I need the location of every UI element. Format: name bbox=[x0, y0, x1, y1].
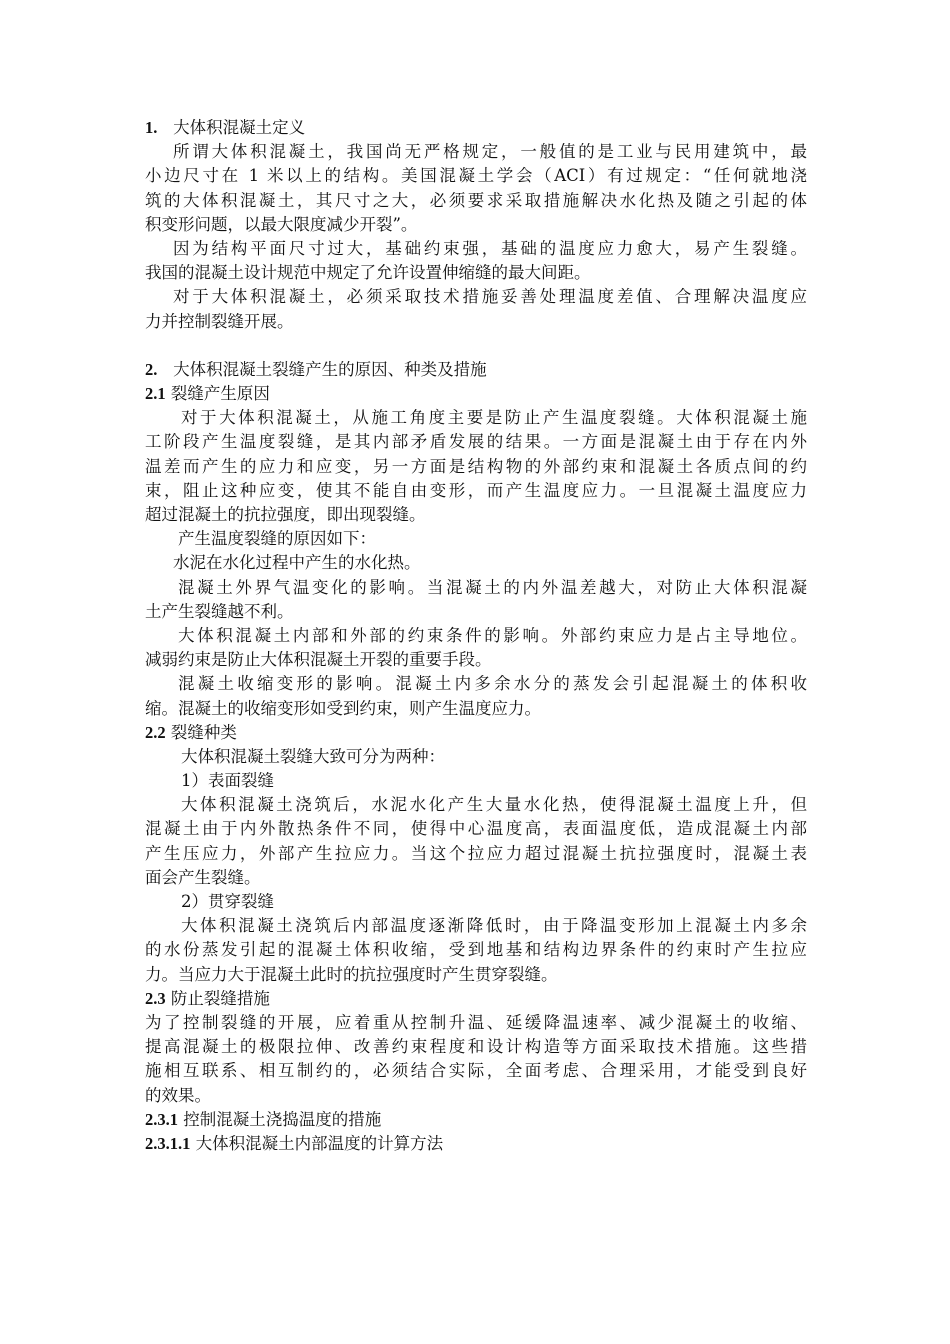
paragraph-line: 混凝土外界气温变化的影响。当混凝土的内外温差越大，对防止大体积混凝 bbox=[178, 577, 807, 597]
subsection-2-3-heading bbox=[145, 987, 807, 1011]
paragraph-line: 的效果。 bbox=[145, 1085, 211, 1105]
list-item-title: 1）表面裂缝 bbox=[181, 771, 274, 791]
paragraph-line: 土产生裂缝越不利。 bbox=[145, 601, 294, 621]
paragraph-line: 小边尺寸在 1 米以上的结构。美国混凝土学会（ACI）有过规定：“任何就地浇 bbox=[145, 166, 807, 186]
paragraph-line: 大体积混凝土浇筑后，水泥水化产生大量水化热，使得混凝土温度上升，但 bbox=[181, 795, 807, 815]
subsection-2-3-1-heading bbox=[145, 1108, 807, 1132]
section-number: 2.1 bbox=[145, 384, 166, 404]
paragraph-line: 对于大体积混凝土，从施工角度主要是防止产生温度裂缝。大体积混凝土施 bbox=[181, 408, 807, 428]
paragraph-line: 筑的大体积混凝土，其尺寸之大，必须要求采取措施解决水化热及随之引起的体 bbox=[145, 190, 807, 210]
section-number: 1. bbox=[145, 118, 158, 137]
section-2-heading bbox=[145, 358, 807, 382]
paragraph-line: 为了控制裂缝的开展，应着重从控制升温、延缓降温速率、减少混凝土的收缩、 bbox=[145, 1012, 807, 1032]
paragraph-line: 所谓大体积混凝土，我国尚无严格规定，一般值的是工业与民用建筑中，最 bbox=[173, 142, 807, 162]
section-title: 大体积混凝土定义 bbox=[173, 118, 306, 137]
paragraph-line: 面会产生裂缝。 bbox=[145, 867, 261, 887]
section-spacer bbox=[145, 334, 807, 358]
paragraph-line: 超过混凝土的抗拉强度，即出现裂缝。 bbox=[145, 505, 426, 524]
paragraph-line: 对于大体积混凝土，必须采取技术措施妥善处理温度差值、合理解决温度应 bbox=[173, 287, 807, 307]
section-title: 防止裂缝措施 bbox=[170, 988, 270, 1008]
subsection-2-2-heading bbox=[145, 721, 807, 745]
paragraph-line: 混凝土由于内外散热条件不同，使得中心温度高，表面温度低，造成混凝土内部 bbox=[145, 819, 807, 839]
paragraph-line: 产生温度裂缝的原因如下： bbox=[178, 529, 376, 549]
section-number: 2.3.1 bbox=[145, 1109, 178, 1129]
document-body bbox=[145, 116, 807, 1156]
paragraph-line: 的水份蒸发引起的混凝土体积收缩，受到地基和结构边界条件的约束时产生拉应 bbox=[145, 940, 807, 960]
paragraph-line: 产生压应力，外部产生拉应力。当这个拉应力超过混凝土抗拉强度时，混凝土表 bbox=[145, 843, 807, 863]
section-title: 大体积混凝土内部温度的计算方法 bbox=[195, 1133, 444, 1153]
paragraph-line: 大体积混凝土浇筑后内部温度逐渐降低时，由于降温变形加上混凝土内多余 bbox=[181, 916, 807, 936]
paragraph-line: 因为结构平面尺寸过大，基础约束强，基础的温度应力愈大，易产生裂缝。 bbox=[173, 238, 807, 258]
subsection-2-1-heading bbox=[145, 382, 807, 406]
section-title: 大体积混凝土裂缝产生的原因、种类及措施 bbox=[173, 359, 487, 379]
section-number: 2.3 bbox=[145, 988, 166, 1008]
paragraph-line: 减弱约束是防止大体积混凝土开裂的重要手段。 bbox=[145, 650, 492, 670]
paragraph-line: 我国的混凝土设计规范中规定了允许设置伸缩缝的最大间距。 bbox=[145, 263, 591, 283]
section-number: 2.3.1.1 bbox=[145, 1133, 191, 1153]
paragraph-line: 力。当应力大于混凝土此时的抗拉强度时产生贯穿裂缝。 bbox=[145, 964, 558, 984]
section-title: 控制混凝土浇捣温度的措施 bbox=[183, 1109, 382, 1129]
section-1-heading bbox=[145, 116, 807, 140]
paragraph-line: 大体积混凝土裂缝大致可分为两种： bbox=[181, 746, 445, 766]
paragraph-line: 大体积混凝土内部和外部的约束条件的影响。外部约束应力是占主导地位。 bbox=[178, 625, 807, 645]
paragraph-line: 工阶段产生温度裂缝，是其内部矛盾发展的结果。一方面是混凝土由于存在内外 bbox=[145, 432, 807, 452]
section-title: 裂缝产生原因 bbox=[170, 384, 270, 404]
paragraph-line: 缩。混凝土的收缩变形如受到约束，则产生温度应力。 bbox=[145, 698, 541, 718]
section-title: 裂缝种类 bbox=[170, 722, 237, 742]
paragraph-line: 束，阻止这种应变，使其不能自由变形，而产生温度应力。一旦混凝土温度应力 bbox=[145, 480, 807, 500]
paragraph-line: 温差而产生的应力和应变，另一方面是结构物的外部约束和混凝土各质点间的约 bbox=[145, 456, 807, 476]
list-item-title: 2）贯穿裂缝 bbox=[181, 892, 274, 911]
paragraph-line: 积变形问题，以最大限度减少开裂”。 bbox=[145, 214, 418, 234]
paragraph-line: 混凝土收缩变形的影响。混凝土内多余水分的蒸发会引起混凝土的体积收 bbox=[178, 674, 807, 694]
section-number: 2.2 bbox=[145, 722, 166, 742]
paragraph-line: 施相互联系、相互制约的，必须结合实际，全面考虑、合理采用，才能受到良好 bbox=[145, 1061, 807, 1081]
section-number: 2. bbox=[145, 359, 158, 379]
paragraph-line: 水泥在水化过程中产生的水化热。 bbox=[173, 553, 421, 573]
paragraph-line: 提高混凝土的极限拉伸、改善约束程度和设计构造等方面采取技术措施。这些措 bbox=[145, 1037, 807, 1057]
subsection-2-3-1-1-heading bbox=[145, 1132, 807, 1156]
paragraph-line: 力并控制裂缝开展。 bbox=[145, 311, 294, 331]
